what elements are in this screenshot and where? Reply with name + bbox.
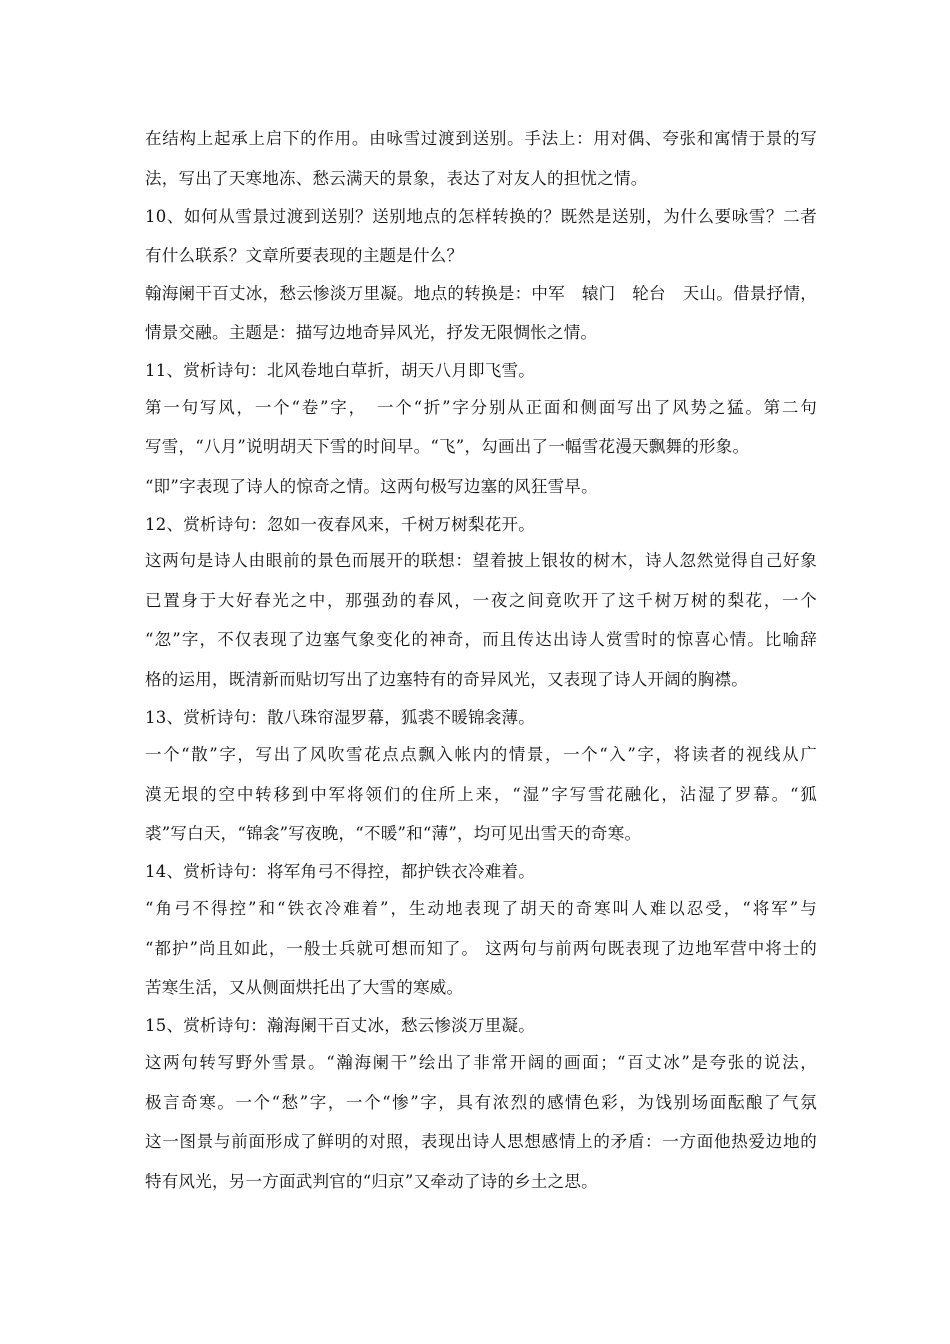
text-line: 格的运用，既清新而贴切写出了边塞特有的奇异风光，又表现了诗人开阔的胸襟。 bbox=[145, 670, 748, 689]
question-line: 有什么联系？文章所要表现的主题是什么？ bbox=[145, 246, 464, 265]
text-line: 法，写出了天寒地冻、愁云满天的景象，表达了对友人的担忧之情。 bbox=[145, 169, 648, 188]
question-line: 12、赏析诗句：忽如一夜春风来，千树万树梨花开。 bbox=[145, 515, 535, 534]
text-line: 翰海阑干百丈冰，愁云惨淡万里凝。地点的转换是：中军 辕门 轮台 天山。借景抒情， bbox=[145, 284, 817, 303]
text-line: 第一句写风，一个“卷”字， 一个“折”字分别从正面和侧面写出了风势之猛。第二句 bbox=[145, 398, 817, 417]
text-line: “即”字表现了诗人的惊奇之情。这两句极写边塞的风狂雪早。 bbox=[145, 477, 598, 496]
text-line: “忽”字，不仅表现了边塞气象变化的神奇，而且传达出诗人赏雪时的惊喜心情。比喻辞 bbox=[145, 630, 817, 649]
text-line: 已置身于大好春光之中，那强劲的春风，一夜之间竟吹开了这千树万树的梨花，一个 bbox=[145, 591, 817, 610]
text-line: 写雪，“八月”说明胡天下雪的时间早。“飞”，勾画出了一幅雪花漫天飘舞的形象。 bbox=[145, 437, 750, 456]
question-line: 10、如何从雪景过渡到送别？送别地点的怎样转换的？既然是送别，为什么要咏雪？二者 bbox=[145, 207, 817, 226]
question-line: 14、赏析诗句：将军角弓不得控，都护铁衣冷难着。 bbox=[145, 862, 535, 881]
question-line: 11、赏析诗句：北风卷地白草折，胡天八月即飞雪。 bbox=[145, 361, 535, 380]
text-line: 情景交融。主题是：描写边地奇异风光，抒发无限惆怅之情。 bbox=[145, 323, 598, 342]
text-line: 漠无垠的空中转移到中军将领们的住所上来，“湿”字写雪花融化，沾湿了罗幕。“狐 bbox=[145, 785, 817, 804]
text-line: 这一图景与前面形成了鲜明的对照，表现出诗人思想感情上的矛盾：一方面他热爱边地的 bbox=[145, 1132, 817, 1151]
text-line: 一个“散”字，写出了风吹雪花点点飘入帐内的情景，一个“入”字，将读者的视线从广 bbox=[145, 745, 817, 764]
text-line: 这两句转写野外雪景。“瀚海阑干”绘出了非常开阔的画面；“百丈冰”是夸张的说法， bbox=[145, 1053, 817, 1072]
text-line: “都护”尚且如此，一般士兵就可想而知了。 这两句与前两句既表现了边地军营中将士的 bbox=[145, 939, 817, 958]
text-line: “角弓不得控”和“铁衣冷难着”，生动地表现了胡天的奇寒叫人难以忍受，“将军”与 bbox=[145, 899, 817, 918]
text-line: 苦寒生活，又从侧面烘托出了大雪的寒威。 bbox=[145, 978, 464, 997]
text-line: 特有风光，另一方面武判官的“归京”又牵动了诗的乡土之思。 bbox=[145, 1172, 598, 1191]
text-line: 在结构上起承上启下的作用。由咏雪过渡到送别。手法上：用对偶、夸张和寓情于景的写 bbox=[145, 129, 817, 148]
text-line: 极言奇寒。一个“愁”字，一个“惨”字，具有浓烈的感情色彩，为饯别场面酝酿了气氛 bbox=[145, 1093, 817, 1112]
text-line: 这两句是诗人由眼前的景色而展开的联想：望着披上银妆的树木，诗人忽然觉得自己好象 bbox=[145, 551, 817, 570]
question-line: 15、赏析诗句：瀚海阑干百丈冰，愁云惨淡万里凝。 bbox=[145, 1016, 535, 1035]
question-line: 13、赏析诗句：散八珠帘湿罗幕，狐裘不暖锦衾薄。 bbox=[145, 708, 535, 727]
text-line: 裘”写白天，“锦衾”写夜晚，“不暖”和“薄”，均可见出雪天的奇寒。 bbox=[145, 824, 642, 843]
